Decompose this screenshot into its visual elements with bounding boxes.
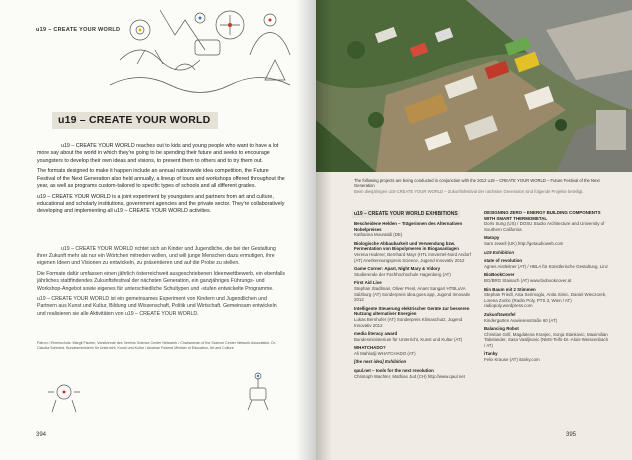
exhibitions-heading: u19 – CREATE YOUR WORLD EXHIBITIONS <box>354 211 458 217</box>
item-title: Bin Baum mit 2 Stimmen <box>484 286 536 292</box>
german-paragraph: Die Formate dafür umfassen einen jährlich österreichweit ausgeschriebenen Ideenwettbewerb, ein ebenfalls jährliches stattfindendes Zukunftsfestival der nächsten Generation, ein ganzjähriges Führungs- und Workshop-Angebot sowie eigenes für unterschiedliche Schultypen und -stufen entwickelte Programme. <box>37 271 285 292</box>
list-item <box>484 312 609 323</box>
gutter-shadow <box>316 0 332 460</box>
item-body: Christian Grill, Magdalena Kranjec, Sonja Stankovic, Maximilian Tabelander, Sasa Vasiljkovic (NMS-Teifs-Dr.-Alois-Weissenbach / AT) <box>484 331 609 348</box>
item-title: First Aid Live <box>354 280 382 286</box>
patron-note: Patron / Ehrenschutz: Margit Fischer, Vorsitzende des Vereins Science Center Netzwerk / Chairwoman of the Science Center Network Association, Dr. Claudia Schmied, Bundesministerin für Unterricht, Kunst und Kultur / Austrian Federal Minister of Education, Art and Culture <box>37 341 276 350</box>
item-title: BioBookCover <box>484 272 515 278</box>
page-title: u19 – CREATE YOUR WORLD <box>58 114 211 126</box>
item-title: Matopy <box>484 235 500 241</box>
english-paragraph: u19 – CREATE YOUR WORLD reaches out to kids and young people who want to have a lot more say about the world in which they're going to be spending their future and seeks to encourage youngsters to develop their own ideas and visions, to present them to others and to try them out. <box>37 143 279 164</box>
item-title: qaul.net – tools for the next revolution <box>354 368 434 374</box>
item-body: Kindergarten Auwiesenstraße 60 (AT) <box>484 317 558 323</box>
doodle-illustration <box>100 0 310 100</box>
item-title: Game Corner: Apart, Night Mary & Vidory <box>354 266 441 272</box>
item-title: DESIGNING ZERO – ENERGY BUILDING COMPONENTS WITH SMART THERMOMETAL <box>484 210 601 221</box>
item-body: Bundesministerium für Unterricht, Kunst und Kultur (AT) <box>354 336 463 342</box>
item-body: BG/BRG Stainach (AT) www.biobookcover.at <box>484 277 572 283</box>
list-item <box>354 266 476 277</box>
item-body: Felix Krause (AT) itanky.com <box>484 357 540 363</box>
item-title: Biologische Abbaubarkeit und Verwendung bzw. Fermentation von Biopolymeren in Biogasanlagen <box>354 240 459 252</box>
item-title: media literacy award <box>354 331 398 337</box>
list-item <box>484 258 609 269</box>
item-body: Stephan Stadlmair, Oliver Presl, Anant Sangar/ HTBLuVA Salzburg (AT) Sonderpreis idea.goes.app, Jugend Innovativ 2012 <box>354 285 471 303</box>
list-item <box>354 306 476 328</box>
item-title: state of revolution <box>484 258 523 264</box>
right-page <box>316 0 632 460</box>
gutter-shadow <box>296 0 316 460</box>
page-number: 395 <box>566 432 577 438</box>
german-paragraph: u19 – CREATE YOUR WORLD richtet sich an Kinder und Jugendliche, die bei der Gestaltung ihrer Zukunft mehr als nur ein Wörtchen mitreden wollen, und will junge Menschen dazu ermutigen, ihre eigenen Ideen und Visionen zu entwickeln, zu präsentieren und auf die Probe zu stellen. <box>37 246 276 267</box>
running-header: u19 – CREATE YOUR WORLD <box>36 27 121 33</box>
english-text <box>37 143 285 219</box>
item-title: iTanky <box>484 351 498 357</box>
list-item <box>484 235 609 246</box>
item-body: Verena Haderer, Bernhard Mayr (HTL Innviertel-Nord Andorf (AT) Anerkennungspreis Science, Jugend Innovativ 2012 <box>354 251 471 263</box>
list-item <box>484 351 609 362</box>
photo-caption <box>354 178 604 194</box>
list-item <box>484 287 609 309</box>
item-title: Balancing Robot <box>484 326 519 332</box>
list-item <box>354 368 476 379</box>
next-idea-subheading: [the next idea] Exhibition <box>354 359 407 365</box>
caption-english: The following projects are being conducted in conjunction with the 2012 u19 – CREATE YOUR WORLD – Future Festival of the Next Generation <box>354 178 600 189</box>
item-body: Katharina Mouratidi (DE) <box>354 232 403 238</box>
list-item <box>484 210 609 232</box>
list-item <box>484 326 609 348</box>
list-item <box>484 272 609 283</box>
item-body: Studierende der Fachhochschule Hagenberg (AT) <box>354 271 451 277</box>
item-body: Doris Sung (US) / DOSU Studio Architecture and University of Southern California <box>484 221 605 232</box>
german-paragraph: u19 – CREATE YOUR WORLD ist ein gemeinsames Experiment von Kindern und Jugendlichen und Partnern aus Kunst und Kultur, Bildung und Wissenschaft, Politik und Wirtschaft. Gemeinsam entwickeln und realisieren sie alle Aktivitäten von u19 – CREATE YOUR WORLD. <box>37 296 277 317</box>
list-item <box>354 280 476 302</box>
item-title: WHATCHADO? <box>354 345 386 351</box>
item-body: Agnes Aistleitner (AT) / HBLA für Künstlerische Gestaltung, Linz <box>484 263 608 269</box>
item-body: Lukas Bernhofer (AT) Sonderpreis Klimaschutz, Jugend Innovativ 2012 <box>354 316 463 328</box>
item-title: Bescheidene Helden – Trägerinnen des Alternativen Nobelpreises <box>354 221 463 232</box>
german-text <box>37 246 285 321</box>
item-title: Intelligente Steuerung elektrischer Geräte zur besseren Nutzung alternativer Energien <box>354 305 470 317</box>
item-title: Zukunftswürfel <box>484 311 516 317</box>
list-item <box>354 241 476 263</box>
page-number: 394 <box>36 432 47 438</box>
item-body: Stephan Friedl, Aisa Serimoglu, Anita Simic, Daniel Wieczorek, Lorena Zorkic (Radio Poly, PTS 3, Wien / AT) radiopoly.wordpress.com <box>484 292 607 309</box>
item-body: Sam Jewell (UK) http://getaudioweb.com <box>484 240 564 246</box>
bottom-doodle-illustration <box>40 370 290 430</box>
list-item <box>354 221 476 238</box>
project-list-column-2 <box>484 210 609 366</box>
list-item <box>354 331 476 342</box>
english-paragraph: The formats designed to make it happen include an annual nationwide idea competition, the Future Festival of the Next Generation also held annually, a lineup of tours and workshops offered throughout the year, as well as programs custom-tailored to specific types of schools and all different grades. <box>37 168 285 189</box>
project-list-column-1 <box>354 210 476 382</box>
caption-german: Beim diesjährigen u19 CREATE YOUR WORLD – Zukunftsfestival der nächsten Generation sind folgende Projekte beteiligt. <box>354 188 584 194</box>
u19-exhibition-subheading: u19 Exhibition <box>484 249 515 255</box>
item-body: Ali Mahlodji WHATCHADO (AT) <box>354 350 416 356</box>
aerial-festival-photo <box>316 0 632 172</box>
item-body: Christoph Wachter, Mathias Jud (CH) http://www.qaul.net <box>354 373 465 379</box>
english-paragraph: u19 – CREATE YOUR WORLD is a joint experiment by youngsters and partners from art and culture, educational and scholarly institutions, government agencies and the private sector. They're collaboratively developing and implementing all u19 – CREATE YOUR WORLD activities. <box>37 193 285 215</box>
list-item <box>354 345 476 356</box>
